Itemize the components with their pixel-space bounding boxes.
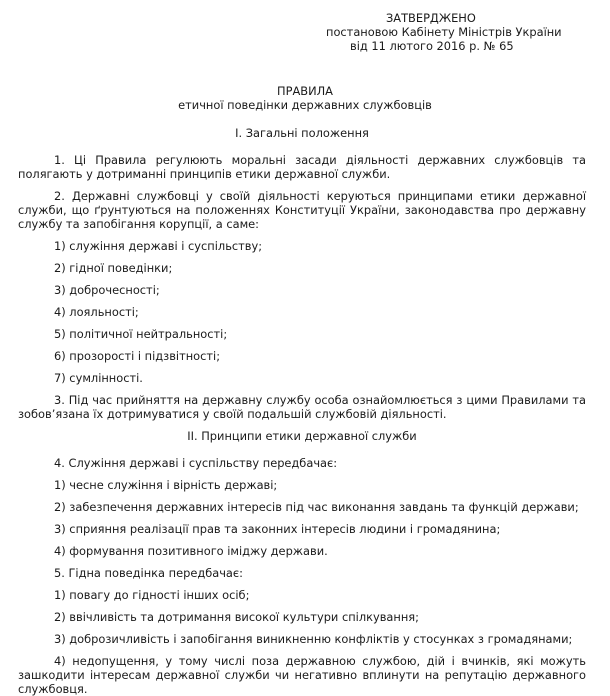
list-item: 3) доброзичливість і запобігання виникненню конфліктів у стосунках з громадянами; <box>54 632 573 646</box>
list-item: 3) сприяння реалізації прав та законних інтересів людини і громадянина; <box>54 522 501 536</box>
list-item: 2) забезпечення державних інтересів під час виконання завдань та функцій держави; <box>54 500 579 514</box>
paragraph-2: 2. Державні службовці у своїй діяльності керуються принципами етики державної служби, що ґрунтуються на положеннях Конституції України, законодавства про державну службу та запобігання корупції, а саме: <box>18 189 586 231</box>
conduct-list <box>18 588 586 696</box>
list-item: 4) недопущення, у тому числі поза державною службою, дій і вчинків, які можуть зашкодити інтересам державної служби чи негативно вплинути на репутацію державного службовця. <box>18 654 586 696</box>
document-body <box>18 126 586 696</box>
list-item: 3) доброчесності; <box>54 283 160 297</box>
approval-title: ЗАТВЕРДЖЕНО <box>386 11 476 25</box>
list-item: 5) політичної нейтральності; <box>54 327 228 341</box>
title-sub: етичної поведінки державних службовців <box>178 98 432 112</box>
paragraph-5: 5. Гідна поведінка передбачає: <box>54 566 244 580</box>
service-list <box>18 478 586 558</box>
list-item: 1) чесне служіння і вірність державі; <box>54 478 278 492</box>
list-item: 7) сумлінності. <box>54 371 143 385</box>
list-item: 1) служіння державі і суспільству; <box>54 239 263 253</box>
list-item: 6) прозорості і підзвітності; <box>54 349 221 363</box>
section2-heading: II. Принципи етики державної служби <box>187 429 417 443</box>
approval-stamp <box>326 11 576 53</box>
principles-list <box>18 239 586 385</box>
paragraph-3: 3. Під час прийняття на державну службу особа ознайомлюється з цими Правилами та зобов’язана їх дотримуватися у своїй подальшій службовій діяльності. <box>18 393 586 421</box>
list-item: 1) повагу до гідності інших осіб; <box>54 588 250 602</box>
paragraph-1: 1. Ці Правила регулюють моральні засади діяльності державних службовців та полягають у дотриманні принципів етики державної служби. <box>18 153 586 181</box>
approval-authority: постановою Кабінету Міністрів України <box>326 25 562 39</box>
section1-heading: I. Загальні положення <box>235 126 369 140</box>
list-item: 4) формування позитивного іміджу держави. <box>54 544 328 558</box>
approval-date: від 11 лютого 2016 р. № 65 <box>350 39 514 53</box>
list-item: 2) ввічливість та дотримання високої культури спілкування; <box>54 610 419 624</box>
paragraph-4: 4. Служіння державі і суспільству передбачає: <box>54 456 338 470</box>
list-item: 2) гідної поведінки; <box>54 261 173 275</box>
document-title <box>0 84 610 112</box>
list-item: 4) лояльності; <box>54 305 139 319</box>
title-main: ПРАВИЛА <box>277 84 333 98</box>
